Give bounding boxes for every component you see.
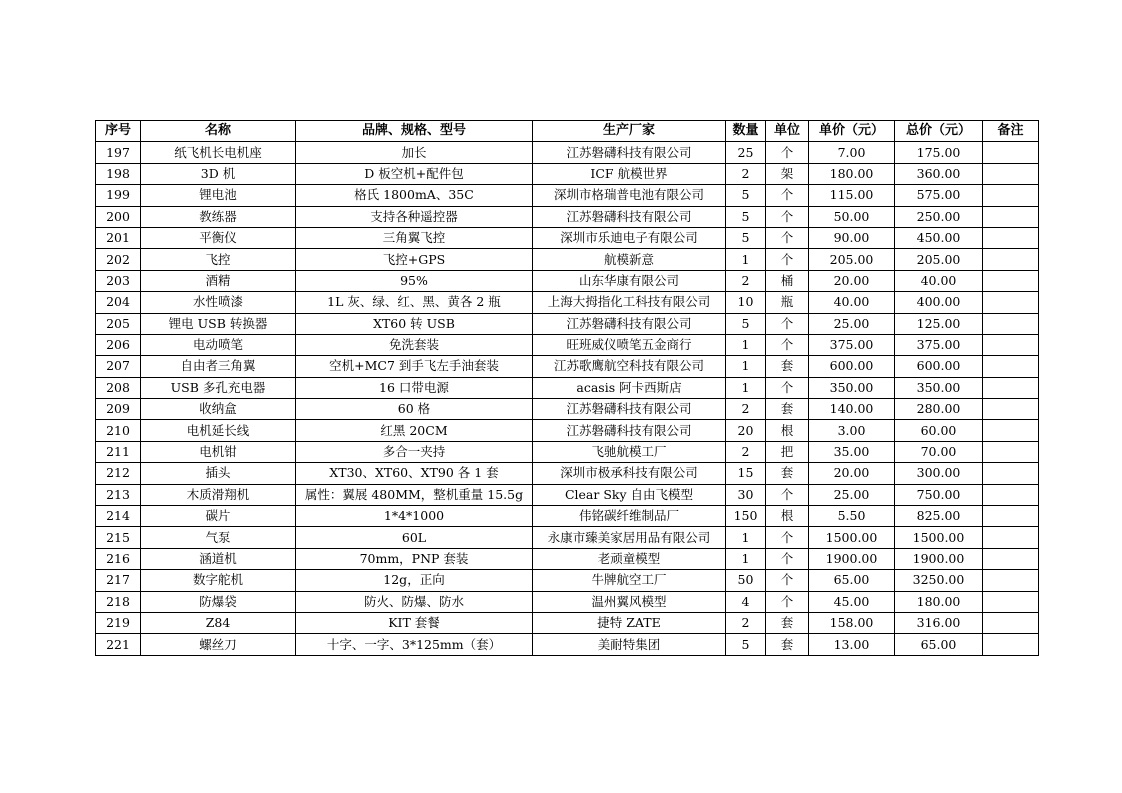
cell-manufacturer: 山东华康有限公司 bbox=[533, 270, 726, 291]
cell-quantity: 1 bbox=[726, 527, 766, 548]
cell-name: 锂电池 bbox=[141, 185, 296, 206]
cell-unit: 个 bbox=[766, 377, 809, 398]
cell-remarks bbox=[983, 292, 1039, 313]
cell-total-price: 400.00 bbox=[895, 292, 983, 313]
cell-spec: 格氏 1800mA、35C bbox=[296, 185, 533, 206]
table-row bbox=[96, 484, 1039, 505]
table-body bbox=[96, 142, 1039, 655]
cell-unit: 架 bbox=[766, 163, 809, 184]
cell-manufacturer: 深圳市极承科技有限公司 bbox=[533, 463, 726, 484]
cell-name: 插头 bbox=[141, 463, 296, 484]
cell-index: 205 bbox=[96, 313, 141, 334]
cell-unit-price: 20.00 bbox=[809, 270, 895, 291]
table-row bbox=[96, 249, 1039, 270]
cell-unit-price: 140.00 bbox=[809, 399, 895, 420]
cell-manufacturer: 美耐特集团 bbox=[533, 634, 726, 655]
cell-unit-price: 25.00 bbox=[809, 484, 895, 505]
cell-manufacturer: 江苏歌鹰航空科技有限公司 bbox=[533, 356, 726, 377]
cell-index: 202 bbox=[96, 249, 141, 270]
header-total-price: 总价（元） bbox=[895, 121, 983, 142]
cell-quantity: 1 bbox=[726, 334, 766, 355]
cell-total-price: 1500.00 bbox=[895, 527, 983, 548]
header-manufacturer: 生产厂家 bbox=[533, 121, 726, 142]
cell-index: 206 bbox=[96, 334, 141, 355]
cell-quantity: 1 bbox=[726, 548, 766, 569]
cell-unit: 根 bbox=[766, 506, 809, 527]
cell-manufacturer: 江苏磐礴科技有限公司 bbox=[533, 313, 726, 334]
cell-spec: XT60 转 USB bbox=[296, 313, 533, 334]
equipment-table bbox=[95, 120, 1039, 656]
cell-quantity: 5 bbox=[726, 185, 766, 206]
cell-name: 电机钳 bbox=[141, 441, 296, 462]
cell-spec: 1L 灰、绿、红、黑、黄各 2 瓶 bbox=[296, 292, 533, 313]
table-row bbox=[96, 206, 1039, 227]
table-row bbox=[96, 570, 1039, 591]
cell-manufacturer: 江苏磐礴科技有限公司 bbox=[533, 420, 726, 441]
header-remarks: 备注 bbox=[983, 121, 1039, 142]
cell-manufacturer: acasis 阿卡西斯店 bbox=[533, 377, 726, 398]
cell-name: 纸飞机长电机座 bbox=[141, 142, 296, 163]
table-header bbox=[96, 121, 1039, 142]
cell-unit: 根 bbox=[766, 420, 809, 441]
cell-remarks bbox=[983, 377, 1039, 398]
cell-manufacturer: 上海大拇指化工科技有限公司 bbox=[533, 292, 726, 313]
cell-remarks bbox=[983, 399, 1039, 420]
cell-unit: 把 bbox=[766, 441, 809, 462]
table-row bbox=[96, 185, 1039, 206]
cell-index: 219 bbox=[96, 612, 141, 633]
cell-remarks bbox=[983, 484, 1039, 505]
cell-name: Z84 bbox=[141, 612, 296, 633]
cell-unit: 个 bbox=[766, 570, 809, 591]
table-row bbox=[96, 227, 1039, 248]
cell-index: 200 bbox=[96, 206, 141, 227]
cell-quantity: 15 bbox=[726, 463, 766, 484]
cell-index: 210 bbox=[96, 420, 141, 441]
cell-name: USB 多孔充电器 bbox=[141, 377, 296, 398]
table-row bbox=[96, 270, 1039, 291]
cell-quantity: 2 bbox=[726, 441, 766, 462]
cell-index: 218 bbox=[96, 591, 141, 612]
cell-unit-price: 90.00 bbox=[809, 227, 895, 248]
cell-unit-price: 3.00 bbox=[809, 420, 895, 441]
cell-manufacturer: 永康市臻美家居用品有限公司 bbox=[533, 527, 726, 548]
cell-unit: 桶 bbox=[766, 270, 809, 291]
cell-total-price: 750.00 bbox=[895, 484, 983, 505]
cell-spec: 1*4*1000 bbox=[296, 506, 533, 527]
cell-total-price: 600.00 bbox=[895, 356, 983, 377]
cell-total-price: 360.00 bbox=[895, 163, 983, 184]
cell-quantity: 2 bbox=[726, 270, 766, 291]
cell-index: 213 bbox=[96, 484, 141, 505]
cell-remarks bbox=[983, 591, 1039, 612]
cell-index: 212 bbox=[96, 463, 141, 484]
cell-remarks bbox=[983, 506, 1039, 527]
cell-remarks bbox=[983, 527, 1039, 548]
cell-unit-price: 180.00 bbox=[809, 163, 895, 184]
cell-spec: 60L bbox=[296, 527, 533, 548]
cell-quantity: 25 bbox=[726, 142, 766, 163]
cell-quantity: 5 bbox=[726, 206, 766, 227]
cell-unit: 个 bbox=[766, 249, 809, 270]
cell-manufacturer: 捷特 ZATE bbox=[533, 612, 726, 633]
cell-quantity: 2 bbox=[726, 612, 766, 633]
cell-name: 酒精 bbox=[141, 270, 296, 291]
cell-unit-price: 158.00 bbox=[809, 612, 895, 633]
cell-spec: 12g，正向 bbox=[296, 570, 533, 591]
cell-total-price: 575.00 bbox=[895, 185, 983, 206]
cell-unit: 套 bbox=[766, 612, 809, 633]
table-row bbox=[96, 612, 1039, 633]
cell-total-price: 375.00 bbox=[895, 334, 983, 355]
cell-index: 207 bbox=[96, 356, 141, 377]
cell-spec: 三角翼飞控 bbox=[296, 227, 533, 248]
cell-manufacturer: 老顽童模型 bbox=[533, 548, 726, 569]
cell-manufacturer: 温州翼风模型 bbox=[533, 591, 726, 612]
cell-spec: 防火、防爆、防水 bbox=[296, 591, 533, 612]
cell-quantity: 1 bbox=[726, 356, 766, 377]
cell-name: 螺丝刀 bbox=[141, 634, 296, 655]
cell-unit: 个 bbox=[766, 334, 809, 355]
header-quantity: 数量 bbox=[726, 121, 766, 142]
cell-unit-price: 25.00 bbox=[809, 313, 895, 334]
cell-unit: 个 bbox=[766, 206, 809, 227]
cell-remarks bbox=[983, 142, 1039, 163]
cell-total-price: 125.00 bbox=[895, 313, 983, 334]
cell-unit-price: 1500.00 bbox=[809, 527, 895, 548]
cell-total-price: 450.00 bbox=[895, 227, 983, 248]
cell-name: 数字舵机 bbox=[141, 570, 296, 591]
cell-unit-price: 600.00 bbox=[809, 356, 895, 377]
cell-index: 221 bbox=[96, 634, 141, 655]
cell-quantity: 150 bbox=[726, 506, 766, 527]
cell-spec: 16 口带电源 bbox=[296, 377, 533, 398]
cell-total-price: 825.00 bbox=[895, 506, 983, 527]
table-row bbox=[96, 506, 1039, 527]
cell-index: 198 bbox=[96, 163, 141, 184]
header-unit: 单位 bbox=[766, 121, 809, 142]
cell-total-price: 65.00 bbox=[895, 634, 983, 655]
cell-remarks bbox=[983, 441, 1039, 462]
table-row bbox=[96, 334, 1039, 355]
cell-name: 气泵 bbox=[141, 527, 296, 548]
cell-name: 涵道机 bbox=[141, 548, 296, 569]
cell-total-price: 350.00 bbox=[895, 377, 983, 398]
cell-name: 3D 机 bbox=[141, 163, 296, 184]
cell-quantity: 1 bbox=[726, 249, 766, 270]
cell-index: 215 bbox=[96, 527, 141, 548]
cell-total-price: 70.00 bbox=[895, 441, 983, 462]
cell-name: 防爆袋 bbox=[141, 591, 296, 612]
cell-remarks bbox=[983, 463, 1039, 484]
cell-unit: 个 bbox=[766, 591, 809, 612]
cell-unit: 个 bbox=[766, 142, 809, 163]
cell-spec: XT30、XT60、XT90 各 1 套 bbox=[296, 463, 533, 484]
cell-unit-price: 7.00 bbox=[809, 142, 895, 163]
table-row bbox=[96, 634, 1039, 655]
cell-unit-price: 35.00 bbox=[809, 441, 895, 462]
cell-remarks bbox=[983, 548, 1039, 569]
cell-name: 碳片 bbox=[141, 506, 296, 527]
cell-total-price: 205.00 bbox=[895, 249, 983, 270]
cell-remarks bbox=[983, 270, 1039, 291]
cell-name: 电动喷笔 bbox=[141, 334, 296, 355]
cell-spec: 红黑 20CM bbox=[296, 420, 533, 441]
table-row bbox=[96, 142, 1039, 163]
table-row bbox=[96, 292, 1039, 313]
cell-name: 锂电 USB 转换器 bbox=[141, 313, 296, 334]
cell-unit: 套 bbox=[766, 356, 809, 377]
cell-index: 216 bbox=[96, 548, 141, 569]
header-row bbox=[96, 121, 1039, 142]
header-name: 名称 bbox=[141, 121, 296, 142]
cell-spec: 支持各种遥控器 bbox=[296, 206, 533, 227]
cell-quantity: 5 bbox=[726, 227, 766, 248]
cell-unit-price: 1900.00 bbox=[809, 548, 895, 569]
cell-spec: 70mm，PNP 套装 bbox=[296, 548, 533, 569]
cell-remarks bbox=[983, 206, 1039, 227]
cell-unit-price: 5.50 bbox=[809, 506, 895, 527]
header-spec: 品牌、规格、型号 bbox=[296, 121, 533, 142]
cell-unit: 套 bbox=[766, 634, 809, 655]
cell-quantity: 30 bbox=[726, 484, 766, 505]
cell-index: 208 bbox=[96, 377, 141, 398]
cell-total-price: 180.00 bbox=[895, 591, 983, 612]
cell-spec: 60 格 bbox=[296, 399, 533, 420]
cell-spec: 免洗套装 bbox=[296, 334, 533, 355]
table-row bbox=[96, 548, 1039, 569]
cell-unit: 个 bbox=[766, 527, 809, 548]
cell-manufacturer: 航模新意 bbox=[533, 249, 726, 270]
cell-index: 211 bbox=[96, 441, 141, 462]
cell-name: 飞控 bbox=[141, 249, 296, 270]
cell-unit-price: 45.00 bbox=[809, 591, 895, 612]
table-row bbox=[96, 313, 1039, 334]
cell-index: 197 bbox=[96, 142, 141, 163]
cell-name: 收纳盒 bbox=[141, 399, 296, 420]
cell-unit-price: 115.00 bbox=[809, 185, 895, 206]
cell-spec: KIT 套餐 bbox=[296, 612, 533, 633]
cell-unit: 个 bbox=[766, 484, 809, 505]
cell-remarks bbox=[983, 356, 1039, 377]
cell-index: 203 bbox=[96, 270, 141, 291]
cell-unit: 套 bbox=[766, 463, 809, 484]
cell-manufacturer: 深圳市格瑞普电池有限公司 bbox=[533, 185, 726, 206]
cell-spec: 属性：翼展 480MM，整机重量 15.5g bbox=[296, 484, 533, 505]
cell-unit: 瓶 bbox=[766, 292, 809, 313]
cell-name: 水性喷漆 bbox=[141, 292, 296, 313]
header-index: 序号 bbox=[96, 121, 141, 142]
table-row bbox=[96, 356, 1039, 377]
cell-quantity: 20 bbox=[726, 420, 766, 441]
cell-manufacturer: 飞驰航模工厂 bbox=[533, 441, 726, 462]
cell-unit-price: 350.00 bbox=[809, 377, 895, 398]
cell-index: 209 bbox=[96, 399, 141, 420]
cell-manufacturer: 江苏磐礴科技有限公司 bbox=[533, 142, 726, 163]
cell-unit: 个 bbox=[766, 548, 809, 569]
cell-remarks bbox=[983, 227, 1039, 248]
cell-quantity: 4 bbox=[726, 591, 766, 612]
cell-quantity: 1 bbox=[726, 377, 766, 398]
table-row bbox=[96, 463, 1039, 484]
cell-name: 自由者三角翼 bbox=[141, 356, 296, 377]
cell-manufacturer: 深圳市乐迪电子有限公司 bbox=[533, 227, 726, 248]
cell-quantity: 2 bbox=[726, 399, 766, 420]
cell-remarks bbox=[983, 163, 1039, 184]
cell-total-price: 1900.00 bbox=[895, 548, 983, 569]
cell-spec: 十字、一字、3*125mm（套） bbox=[296, 634, 533, 655]
cell-index: 217 bbox=[96, 570, 141, 591]
cell-unit: 个 bbox=[766, 313, 809, 334]
cell-unit-price: 50.00 bbox=[809, 206, 895, 227]
cell-index: 214 bbox=[96, 506, 141, 527]
cell-total-price: 280.00 bbox=[895, 399, 983, 420]
cell-remarks bbox=[983, 185, 1039, 206]
cell-remarks bbox=[983, 249, 1039, 270]
cell-index: 201 bbox=[96, 227, 141, 248]
cell-unit-price: 13.00 bbox=[809, 634, 895, 655]
table-row bbox=[96, 527, 1039, 548]
cell-name: 电机延长线 bbox=[141, 420, 296, 441]
cell-remarks bbox=[983, 334, 1039, 355]
cell-spec: 加长 bbox=[296, 142, 533, 163]
cell-unit: 套 bbox=[766, 399, 809, 420]
cell-spec: 95% bbox=[296, 270, 533, 291]
cell-quantity: 2 bbox=[726, 163, 766, 184]
cell-total-price: 316.00 bbox=[895, 612, 983, 633]
table-row bbox=[96, 399, 1039, 420]
cell-unit: 个 bbox=[766, 227, 809, 248]
cell-spec: 飞控+GPS bbox=[296, 249, 533, 270]
cell-name: 木质滑翔机 bbox=[141, 484, 296, 505]
cell-total-price: 60.00 bbox=[895, 420, 983, 441]
cell-unit-price: 40.00 bbox=[809, 292, 895, 313]
cell-manufacturer: 牛牌航空工厂 bbox=[533, 570, 726, 591]
table-row bbox=[96, 441, 1039, 462]
cell-total-price: 250.00 bbox=[895, 206, 983, 227]
cell-unit-price: 375.00 bbox=[809, 334, 895, 355]
table-row bbox=[96, 591, 1039, 612]
cell-quantity: 5 bbox=[726, 634, 766, 655]
cell-unit-price: 20.00 bbox=[809, 463, 895, 484]
cell-total-price: 300.00 bbox=[895, 463, 983, 484]
cell-quantity: 5 bbox=[726, 313, 766, 334]
cell-remarks bbox=[983, 634, 1039, 655]
cell-index: 204 bbox=[96, 292, 141, 313]
table-row bbox=[96, 377, 1039, 398]
cell-total-price: 3250.00 bbox=[895, 570, 983, 591]
cell-spec: D 板空机+配件包 bbox=[296, 163, 533, 184]
cell-total-price: 175.00 bbox=[895, 142, 983, 163]
cell-name: 平衡仪 bbox=[141, 227, 296, 248]
cell-unit: 个 bbox=[766, 185, 809, 206]
table-row bbox=[96, 420, 1039, 441]
cell-unit-price: 65.00 bbox=[809, 570, 895, 591]
cell-quantity: 50 bbox=[726, 570, 766, 591]
cell-name: 教练器 bbox=[141, 206, 296, 227]
cell-manufacturer: ICF 航模世界 bbox=[533, 163, 726, 184]
cell-manufacturer: 江苏磐礴科技有限公司 bbox=[533, 206, 726, 227]
table-row bbox=[96, 163, 1039, 184]
cell-total-price: 40.00 bbox=[895, 270, 983, 291]
cell-manufacturer: 江苏磐礴科技有限公司 bbox=[533, 399, 726, 420]
cell-spec: 空机+MC7 到手飞左手油套装 bbox=[296, 356, 533, 377]
cell-unit-price: 205.00 bbox=[809, 249, 895, 270]
cell-remarks bbox=[983, 420, 1039, 441]
cell-manufacturer: Clear Sky 自由飞模型 bbox=[533, 484, 726, 505]
cell-manufacturer: 伟铭碳纤维制品厂 bbox=[533, 506, 726, 527]
cell-spec: 多合一夹持 bbox=[296, 441, 533, 462]
cell-remarks bbox=[983, 313, 1039, 334]
header-unit-price: 单价（元） bbox=[809, 121, 895, 142]
cell-index: 199 bbox=[96, 185, 141, 206]
cell-quantity: 10 bbox=[726, 292, 766, 313]
cell-remarks bbox=[983, 612, 1039, 633]
cell-manufacturer: 旺班威仪喷笔五金商行 bbox=[533, 334, 726, 355]
cell-remarks bbox=[983, 570, 1039, 591]
